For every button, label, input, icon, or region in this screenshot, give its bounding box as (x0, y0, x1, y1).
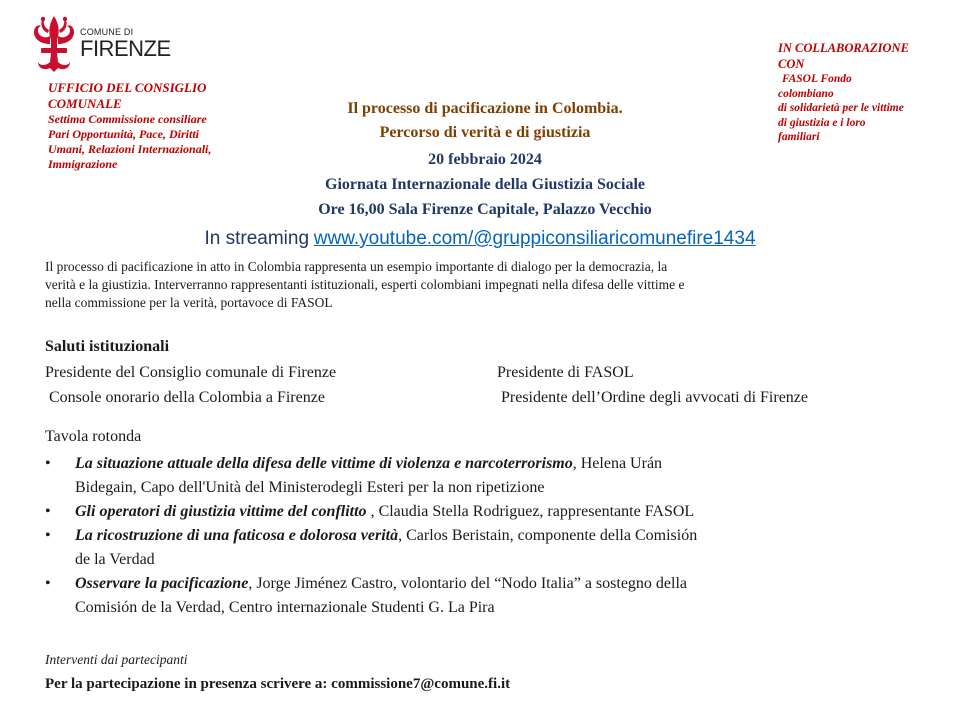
list-item (45, 524, 915, 572)
organizer-line-5: Umani, Relazioni Internazionali, (48, 142, 212, 156)
collab-line-1: IN COLLABORAZIONE (778, 41, 909, 55)
saluti-speaker-1: Presidente del Consiglio comunale di Firenze (45, 364, 337, 381)
collab-line-4: colombiano (778, 87, 834, 100)
collaboration-block (778, 40, 953, 145)
organizer-line-4: Pari Opportunità, Pace, Diritti (48, 127, 200, 141)
intro-line-3: nella commissione per la verità, portavoce di FASOL (45, 295, 333, 310)
bullet-marker: • (45, 503, 51, 520)
event-title-line-2: Percorso di verità e di giustizia (379, 124, 591, 141)
intro-line-2: verità e la giustizia. Interverranno rappresentanti istituzionali, esperti colombiani impegnati nella difesa delle vittime e (45, 277, 685, 292)
item-speaker: , Jorge Jiménez Castro, volontario del “Nodo Italia” a sostegno della (248, 575, 688, 592)
list-item (45, 500, 915, 524)
item-speaker: , Claudia Stella Rodriguez, rappresentante FASOL (366, 503, 695, 520)
tavola-heading: Tavola rotonda (45, 428, 142, 445)
bullet-marker: • (45, 527, 51, 544)
bullet-marker: • (45, 575, 51, 592)
streaming-label: In streaming (204, 228, 310, 249)
collab-line-5: di solidarietà per le vittime (778, 102, 904, 114)
event-date: 20 febbraio 2024 (428, 151, 542, 168)
organizer-line-3: Settima Commissione consiliare (48, 112, 207, 126)
list-item (45, 452, 915, 500)
collab-line-7: familiari (778, 131, 820, 143)
item-title: La ricostruzione di una faticosa e dolorosa verità (75, 527, 399, 544)
item-speaker: , Carlos Beristain, componente della Comisión (398, 527, 698, 544)
organizer-line-2: COMUNALE (48, 96, 122, 111)
logo-small-text: COMUNE DI (80, 27, 134, 37)
item-speaker-cont: de la Verdad (75, 551, 155, 568)
item-title: Osservare la pacificazione (75, 575, 249, 592)
item-speaker-cont: Bidegain, Capo dell'Unità del Ministerodegli Esteri per la non ripetizione (75, 479, 545, 496)
item-title: Gli operatori di giustizia vittime del conflitto (75, 503, 367, 520)
streaming-link[interactable]: www.youtube.com/@gruppiconsiliaricomunefire1434 (313, 228, 756, 249)
saluti-heading: Saluti istituzionali (45, 338, 170, 355)
tavola-list (45, 452, 915, 620)
organizer-line-1: UFFICIO DEL CONSIGLIO (48, 80, 207, 95)
saluti-speaker-4: Presidente dell’Ordine degli avvocati di Firenze (501, 389, 809, 406)
item-speaker: , Helena Urán (572, 455, 663, 472)
event-time-place: Ore 16,00 Sala Firenze Capitale, Palazzo Vecchio (318, 201, 652, 218)
collab-line-2: CON (778, 57, 805, 71)
logo-wordmark (80, 28, 171, 60)
streaming-line (0, 228, 960, 250)
item-title: La situazione attuale della difesa delle vittime di violenza e narcoterrorismo (75, 455, 573, 472)
logo-big-text: FIRENZE (80, 36, 171, 61)
event-title-line-1: Il processo di pacificazione in Colombia. (347, 100, 623, 117)
intro-paragraph (45, 258, 915, 312)
collab-line-3: FASOL Fondo (782, 73, 852, 85)
participation-contact: Per la partecipazione in presenza scrivere a: commissione7@comune.fi.it (45, 676, 511, 692)
event-occasion: Giornata Internazionale della Giustizia Sociale (325, 176, 645, 193)
organizer-line-6: Immigrazione (48, 157, 118, 171)
giglio-fleur-de-lis-icon (28, 14, 80, 74)
intro-line-1: Il processo di pacificazione in atto in Colombia rappresenta un esempio importante di dialogo per la democrazia, la (45, 259, 668, 274)
interventi-note: Interventi dai partecipanti (45, 652, 188, 667)
list-item (45, 572, 915, 620)
collab-line-6: di giustizia e i loro (778, 116, 866, 129)
bullet-marker: • (45, 455, 51, 472)
saluti-speaker-3: Console onorario della Colombia a Firenze (49, 389, 325, 406)
item-speaker-cont: Comisión de la Verdad, Centro internazionale Studenti G. La Pira (75, 599, 495, 616)
saluti-speaker-2: Presidente di FASOL (497, 364, 634, 381)
